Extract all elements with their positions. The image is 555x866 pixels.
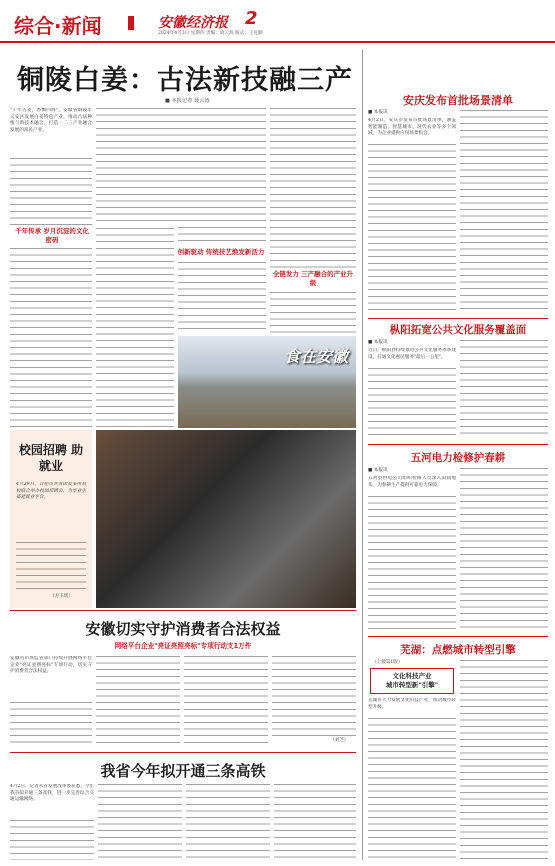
right-bottom-col1 <box>368 718 456 860</box>
right-mid2-rule <box>368 444 548 445</box>
bottom-left-title: 我省今年拟开通三条高铁 <box>100 762 266 780</box>
masthead: 安徽经济报 <box>158 15 228 31</box>
right-bottom-byline: （上接第1版） <box>372 660 403 665</box>
middle-col3-text <box>184 656 268 744</box>
section-title: 综合·新闻 <box>14 14 102 38</box>
bottom-left-text: 4月2日，记者从省发展改革委获悉，今年我省拟开通三条高铁，进一步完善综合交通运输网络。 <box>10 784 94 803</box>
lead-col4-text-2 <box>270 292 356 338</box>
middle-col1-text <box>10 702 92 744</box>
right-bottom-title: 芜湖：点燃城市转型引擎 <box>400 644 516 656</box>
right-top-title: 安庆发布首批场景清单 <box>403 94 513 107</box>
lead-col1-text <box>10 158 92 226</box>
right-mid2-col1 <box>368 496 456 630</box>
middle-title: 安徽切实守护消费者合法权益 <box>85 620 281 638</box>
middle-source: （刘芝） <box>330 738 349 743</box>
photo-caption: 食在安徽 <box>283 347 348 366</box>
bottom-left-col4 <box>274 784 356 860</box>
right-top-col1 <box>368 144 456 312</box>
lead-col1-text-2 <box>10 248 92 428</box>
lead-col2-text-2 <box>96 228 174 428</box>
right-top-col2 <box>460 110 548 312</box>
lead-col4-text <box>270 108 356 268</box>
lead-intro: "千年古姜，香飘四海"，安徽省铜陵市义安区发展白姜特色产业，推动古法种植与新技术融合，打造一二三产业融合发展的富民产业。 <box>10 108 92 133</box>
header-rule <box>0 41 555 43</box>
middle-col2-text <box>96 656 180 744</box>
right-bottom-rule <box>368 636 548 637</box>
right-mid2-col2 <box>460 468 548 630</box>
right-mid-rule <box>368 318 548 319</box>
right-mid2-title: 五河电力检修护春耕 <box>410 452 506 464</box>
right-bottom-text: 芜湖市大力发展文化科技产业，推动城市转型升级。 <box>368 698 456 710</box>
middle-subtitle: 网络平台企业"亮证亮照亮标"专项行动支1万件 <box>114 642 252 650</box>
right-top-text: 4月2日，安庆市发布首批场景清单，涵盖智能制造、智慧城市、现代农业等多个领域，为企业提供应用场景机会。 <box>368 118 456 137</box>
right-mid2-byline: ■ 本报讯 <box>368 468 388 473</box>
header-bar <box>128 16 134 30</box>
middle-photo <box>96 430 356 608</box>
lead-byline: ■ 本报记者 聂云涛 <box>165 98 210 104</box>
right-bottom-subtitle-2: 城市转型新"引擎" <box>385 681 439 689</box>
sidebar-text: 4月29日，合肥市共青团及多所高校联合举办校园招聘会，为毕业生搭建就业平台。 <box>16 482 86 501</box>
bottom-left-col1 <box>10 820 94 860</box>
right-mid-byline: ■ 本报讯 <box>368 340 388 345</box>
right-mid-title: 枞阳拓宽公共文化服务覆盖面 <box>389 324 527 336</box>
right-top-byline: ■ 本报讯 <box>368 110 388 115</box>
lead-subhead-1: 千年传承 岁月沉淀的文化密码 <box>15 227 89 244</box>
lead-subhead-2: 创新驱动 传统技艺焕发新活力 <box>177 248 265 256</box>
middle-col4-text <box>272 656 356 738</box>
lead-subhead-3: 全链发力 三产融合的产业升级 <box>272 270 354 287</box>
lead-col2-text <box>96 108 178 226</box>
bottom-left-col2 <box>98 784 182 860</box>
lead-col3-text-2 <box>178 262 266 332</box>
page-number: 2 <box>245 8 258 29</box>
right-mid-col1 <box>368 368 456 438</box>
right-bottom-subhead-box <box>370 668 454 694</box>
sidebar-campus <box>10 430 92 608</box>
page-header <box>0 0 555 44</box>
right-bottom-col2 <box>460 660 548 860</box>
lead-title: 铜陵白姜：古法新技融三产 <box>17 65 353 96</box>
column-divider <box>362 50 363 860</box>
right-bottom-subtitle-1: 文化科技产业 <box>392 672 432 680</box>
bottom-left-col3 <box>186 784 270 860</box>
sidebar-text-lines <box>16 542 86 592</box>
right-mid-text: 近日，枞阳县持续推进公共文化服务体系建设，打通文化惠民服务"最后一公里"。 <box>368 348 456 360</box>
middle-text: 安徽省市场监管部门持续开展网络平台企业"亮证亮照亮标"专项行动，切实守护消费者合法权益。 <box>10 656 92 675</box>
bottom-left-rule <box>10 752 356 753</box>
sidebar-title: 校园招聘 助就业 <box>18 443 84 473</box>
lead-col3-text <box>178 108 266 246</box>
lead-photo <box>178 336 356 428</box>
right-mid-col2 <box>460 340 548 438</box>
header-meta: 2024年4月3日 星期四 责编：胡云海 版式：王克勤 <box>158 31 263 36</box>
sidebar-source: （方玉瑶） <box>50 594 73 599</box>
middle-rule <box>10 610 356 611</box>
right-mid2-text: 五河县供电公司组织检修人员深入田间地头，为春耕生产提供可靠电力保障。 <box>368 476 456 488</box>
